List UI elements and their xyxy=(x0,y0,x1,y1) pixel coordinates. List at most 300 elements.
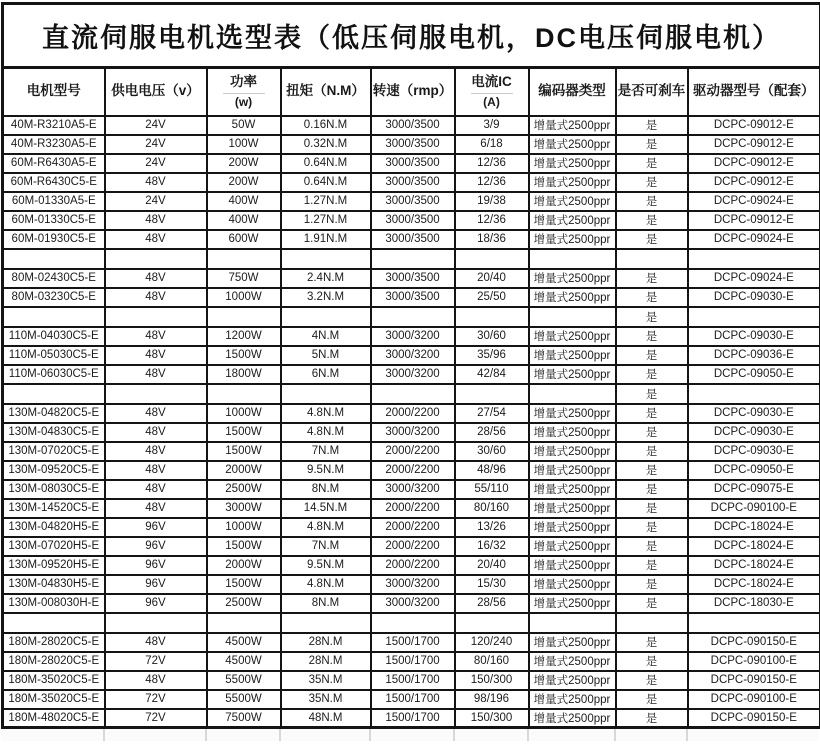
cell-voltage: 24V xyxy=(105,135,207,154)
cell-current: 15/30 xyxy=(455,575,529,594)
cell-encoder: 增量式2500ppr xyxy=(529,154,616,173)
cell-encoder: 增量式2500ppr xyxy=(529,230,616,249)
cell-brake: 是 xyxy=(616,154,688,173)
cell-current: 98/196 xyxy=(455,690,529,709)
cell-voltage: 96V xyxy=(105,575,207,594)
cell-encoder: 增量式2500ppr xyxy=(529,518,616,537)
cell-speed xyxy=(371,249,455,269)
cell-current: 20/40 xyxy=(455,556,529,575)
cell-speed: 3000/3500 xyxy=(371,230,455,249)
cell-current: 20/40 xyxy=(455,269,529,288)
cell-voltage: 48V xyxy=(105,461,207,480)
table-row xyxy=(3,594,820,613)
cell-driver xyxy=(688,613,820,633)
cell-voltage: 24V xyxy=(105,116,207,135)
cell-encoder: 增量式2500ppr xyxy=(529,537,616,556)
cell-encoder xyxy=(529,307,616,327)
header-label: 扭矩（N.M） xyxy=(286,83,365,99)
cell-brake: 是 xyxy=(616,461,688,480)
table-row xyxy=(3,499,820,518)
cell-speed: 1500/1700 xyxy=(371,709,455,728)
cell-brake: 是 xyxy=(616,192,688,211)
cell-current: 48/96 xyxy=(455,461,529,480)
cell-encoder: 增量式2500ppr xyxy=(529,211,616,230)
cell-model xyxy=(3,307,105,327)
table-row xyxy=(3,230,820,249)
cell-power: 7500W xyxy=(207,709,281,728)
cell-current: 150/300 xyxy=(455,671,529,690)
cell-voltage: 48V xyxy=(105,173,207,192)
cell-torque: 6N.M xyxy=(281,365,371,384)
cell-model: 130M-07020H5-E xyxy=(3,537,105,556)
cell-voltage: 24V xyxy=(105,154,207,173)
cell-model: 130M-04820H5-E xyxy=(3,518,105,537)
cell-power xyxy=(207,249,281,269)
table-row xyxy=(3,404,820,423)
table-row xyxy=(3,116,820,135)
cell-current: 12/36 xyxy=(455,211,529,230)
cell-power: 200W xyxy=(207,154,281,173)
cell-power: 2500W xyxy=(207,480,281,499)
cell-power xyxy=(207,384,281,404)
cell-voltage: 48V xyxy=(105,499,207,518)
cell-model: 110M-04030C5-E xyxy=(3,327,105,346)
cell-model: 80M-02430C5-E xyxy=(3,269,105,288)
cell-power: 5500W xyxy=(207,690,281,709)
cell-brake: 是 xyxy=(616,690,688,709)
cell-encoder: 增量式2500ppr xyxy=(529,480,616,499)
cell-encoder: 增量式2500ppr xyxy=(529,116,616,135)
cell-brake xyxy=(616,249,688,269)
cell-power xyxy=(207,613,281,633)
cell-torque: 3.2N.M xyxy=(281,288,371,307)
table-row xyxy=(3,327,820,346)
header-label: 转速（rmp） xyxy=(372,83,453,99)
cell-model: 180M-28020C5-E xyxy=(3,652,105,671)
cell-driver: DCPC-18024-E xyxy=(688,518,820,537)
cell-voltage: 48V xyxy=(105,423,207,442)
cell-speed: 3000/3500 xyxy=(371,192,455,211)
cell-model xyxy=(3,249,105,269)
cell-driver: DCPC-09012-E xyxy=(688,116,820,135)
cell-voltage xyxy=(105,613,207,633)
cell-speed: 3000/3200 xyxy=(371,327,455,346)
cell-voltage: 48V xyxy=(105,346,207,365)
cell-power xyxy=(207,307,281,327)
cell-model: 180M-35020C5-E xyxy=(3,690,105,709)
cell-model: 80M-03230C5-E xyxy=(3,288,105,307)
cell-torque xyxy=(281,384,371,404)
cell-encoder: 增量式2500ppr xyxy=(529,709,616,728)
cell-brake: 是 xyxy=(616,346,688,365)
cell-model xyxy=(3,384,105,404)
cell-current xyxy=(455,613,529,633)
cell-encoder xyxy=(529,249,616,269)
cell-brake: 是 xyxy=(616,269,688,288)
cell-voltage: 96V xyxy=(105,537,207,556)
cell-torque: 48N.M xyxy=(281,709,371,728)
cell-speed: 3000/3500 xyxy=(371,288,455,307)
cell-brake: 是 xyxy=(616,404,688,423)
table-row xyxy=(3,671,820,690)
cell-torque: 1.27N.M xyxy=(281,192,371,211)
cell-speed: 2000/2200 xyxy=(371,461,455,480)
cell-torque: 0.64N.M xyxy=(281,173,371,192)
cell-encoder: 增量式2500ppr xyxy=(529,633,616,652)
cell-encoder: 增量式2500ppr xyxy=(529,173,616,192)
cell-brake: 是 xyxy=(616,384,688,404)
cell-encoder xyxy=(529,384,616,404)
cell-speed xyxy=(371,384,455,404)
column-header-brake xyxy=(616,68,688,116)
cell-brake: 是 xyxy=(616,307,688,327)
cell-power: 50W xyxy=(207,116,281,135)
cell-speed: 2000/2200 xyxy=(371,537,455,556)
cell-voltage: 72V xyxy=(105,652,207,671)
cell-model: 130M-09520H5-E xyxy=(3,556,105,575)
cell-power: 750W xyxy=(207,269,281,288)
cell-torque: 9.5N.M xyxy=(281,556,371,575)
cell-voltage xyxy=(105,249,207,269)
cell-torque: 35N.M xyxy=(281,671,371,690)
cell-current: 16/32 xyxy=(455,537,529,556)
table-row xyxy=(3,192,820,211)
cell-encoder: 增量式2500ppr xyxy=(529,423,616,442)
cell-brake: 是 xyxy=(616,230,688,249)
cell-driver: DCPC-09012-E xyxy=(688,135,820,154)
column-header-torque xyxy=(281,68,371,116)
cell-current: 19/38 xyxy=(455,192,529,211)
cell-current: 12/36 xyxy=(455,154,529,173)
cell-torque: 5N.M xyxy=(281,346,371,365)
cell-model: 60M-R6430A5-E xyxy=(3,154,105,173)
cell-power: 200W xyxy=(207,173,281,192)
cell-model: 130M-04830H5-E xyxy=(3,575,105,594)
cell-power: 1500W xyxy=(207,537,281,556)
cell-current: 25/50 xyxy=(455,288,529,307)
cell-encoder: 增量式2500ppr xyxy=(529,442,616,461)
cell-encoder: 增量式2500ppr xyxy=(529,135,616,154)
cell-power: 3000W xyxy=(207,499,281,518)
cell-encoder: 增量式2500ppr xyxy=(529,671,616,690)
cell-encoder: 增量式2500ppr xyxy=(529,192,616,211)
cell-voltage: 96V xyxy=(105,594,207,613)
column-header-driver xyxy=(688,68,820,116)
cell-voltage: 24V xyxy=(105,192,207,211)
table-row xyxy=(3,461,820,480)
motor-selection-table xyxy=(1,2,820,729)
cell-model: 130M-09520C5-E xyxy=(3,461,105,480)
table-row xyxy=(3,423,820,442)
cell-torque: 8N.M xyxy=(281,594,371,613)
cell-model: 180M-48020C5-E xyxy=(3,709,105,728)
cell-encoder: 增量式2500ppr xyxy=(529,652,616,671)
cell-brake: 是 xyxy=(616,575,688,594)
header-label: 驱动器型号（配套） xyxy=(693,83,815,99)
cell-power: 2000W xyxy=(207,556,281,575)
cell-model xyxy=(3,613,105,633)
table-row xyxy=(3,442,820,461)
cell-power: 400W xyxy=(207,192,281,211)
cell-speed: 2000/2200 xyxy=(371,518,455,537)
cell-torque: 9.5N.M xyxy=(281,461,371,480)
cell-torque: 0.32N.M xyxy=(281,135,371,154)
cell-driver: DCPC-090100-E xyxy=(688,499,820,518)
table-row xyxy=(3,709,820,728)
cell-driver: DCPC-18030-E xyxy=(688,594,820,613)
cell-driver: DCPC-09030-E xyxy=(688,404,820,423)
cell-speed xyxy=(371,613,455,633)
cell-model: 40M-R3230A5-E xyxy=(3,135,105,154)
cell-speed: 3000/3200 xyxy=(371,423,455,442)
cell-power: 1000W xyxy=(207,518,281,537)
table-row xyxy=(3,365,820,384)
cell-encoder: 增量式2500ppr xyxy=(529,461,616,480)
cell-model: 130M-08030C5-E xyxy=(3,480,105,499)
cell-driver: DCPC-09024-E xyxy=(688,269,820,288)
column-header-speed xyxy=(371,68,455,116)
cell-current: 28/56 xyxy=(455,594,529,613)
cell-model: 60M-R6430C5-E xyxy=(3,173,105,192)
cell-torque: 4.8N.M xyxy=(281,423,371,442)
cell-torque: 35N.M xyxy=(281,690,371,709)
cell-torque: 28N.M xyxy=(281,652,371,671)
cell-driver: DCPC-09024-E xyxy=(688,192,820,211)
cell-brake: 是 xyxy=(616,288,688,307)
cell-driver: DCPC-09012-E xyxy=(688,173,820,192)
cell-model: 130M-008030H-E xyxy=(3,594,105,613)
column-header-current xyxy=(455,68,529,116)
cell-driver: DCPC-09030-E xyxy=(688,288,820,307)
column-header-voltage xyxy=(105,68,207,116)
cell-encoder: 增量式2500ppr xyxy=(529,404,616,423)
cell-speed xyxy=(371,307,455,327)
cell-current: 35/96 xyxy=(455,346,529,365)
cell-speed: 3000/3200 xyxy=(371,575,455,594)
table-row xyxy=(3,288,820,307)
cell-speed: 2000/2200 xyxy=(371,404,455,423)
cell-model: 130M-04820C5-E xyxy=(3,404,105,423)
cell-voltage: 48V xyxy=(105,404,207,423)
header-label: 电机型号 xyxy=(26,83,81,99)
cell-torque: 28N.M xyxy=(281,633,371,652)
cell-model: 60M-01930C5-E xyxy=(3,230,105,249)
cell-voltage: 48V xyxy=(105,269,207,288)
cell-encoder: 增量式2500ppr xyxy=(529,269,616,288)
table-row xyxy=(3,173,820,192)
cell-voltage: 48V xyxy=(105,288,207,307)
table-row xyxy=(3,556,820,575)
cell-power: 1800W xyxy=(207,365,281,384)
cell-torque: 1.27N.M xyxy=(281,211,371,230)
cell-current: 6/18 xyxy=(455,135,529,154)
cell-brake: 是 xyxy=(616,211,688,230)
cell-driver: DCPC-09036-E xyxy=(688,346,820,365)
cutoff-next-row-strip xyxy=(1,729,819,741)
cell-power: 1500W xyxy=(207,442,281,461)
cell-speed: 2000/2200 xyxy=(371,442,455,461)
cell-driver: DCPC-18024-E xyxy=(688,575,820,594)
separator-row xyxy=(3,307,820,327)
cell-model: 110M-06030C5-E xyxy=(3,365,105,384)
cell-driver: DCPC-090100-E xyxy=(688,690,820,709)
cell-encoder: 增量式2500ppr xyxy=(529,690,616,709)
header-label: 供电电压（v） xyxy=(111,83,200,99)
cell-current: 28/56 xyxy=(455,423,529,442)
cell-speed: 3000/3500 xyxy=(371,154,455,173)
cell-torque: 8N.M xyxy=(281,480,371,499)
cell-current xyxy=(455,249,529,269)
cell-power: 2000W xyxy=(207,461,281,480)
cell-encoder: 增量式2500ppr xyxy=(529,575,616,594)
cell-model: 180M-35020C5-E xyxy=(3,671,105,690)
cell-power: 1500W xyxy=(207,346,281,365)
cell-torque: 7N.M xyxy=(281,537,371,556)
cell-voltage: 48V xyxy=(105,230,207,249)
column-header-power xyxy=(207,68,281,116)
cell-driver: DCPC-09012-E xyxy=(688,154,820,173)
cell-torque: 0.16N.M xyxy=(281,116,371,135)
cell-brake: 是 xyxy=(616,499,688,518)
cell-driver: DCPC-09012-E xyxy=(688,211,820,230)
cell-current xyxy=(455,307,529,327)
cell-voltage: 96V xyxy=(105,556,207,575)
cell-current: 30/60 xyxy=(455,327,529,346)
cell-speed: 3000/3200 xyxy=(371,480,455,499)
cell-power: 4500W xyxy=(207,633,281,652)
cell-voltage: 96V xyxy=(105,518,207,537)
cell-torque xyxy=(281,307,371,327)
cell-speed: 3000/3500 xyxy=(371,269,455,288)
cell-encoder: 增量式2500ppr xyxy=(529,556,616,575)
cell-brake: 是 xyxy=(616,365,688,384)
cell-current: 120/240 xyxy=(455,633,529,652)
header-label: 功率 xyxy=(230,73,257,89)
header-label: 编码器类型 xyxy=(538,83,606,99)
table-row xyxy=(3,211,820,230)
cell-power: 1500W xyxy=(207,423,281,442)
cell-driver: DCPC-09050-E xyxy=(688,365,820,384)
cell-current: 27/54 xyxy=(455,404,529,423)
cell-driver xyxy=(688,384,820,404)
cell-power: 4500W xyxy=(207,652,281,671)
cell-brake: 是 xyxy=(616,173,688,192)
cell-current: 12/36 xyxy=(455,173,529,192)
cell-model: 40M-R3210A5-E xyxy=(3,116,105,135)
header-label: 电流IC xyxy=(471,73,512,89)
cell-speed: 2000/2200 xyxy=(371,556,455,575)
table-row xyxy=(3,480,820,499)
cell-torque: 4N.M xyxy=(281,327,371,346)
cell-speed: 1500/1700 xyxy=(371,690,455,709)
cell-driver: DCPC-09030-E xyxy=(688,442,820,461)
cell-driver: DCPC-09030-E xyxy=(688,423,820,442)
cell-model: 180M-28020C5-E xyxy=(3,633,105,652)
cell-torque xyxy=(281,249,371,269)
header-row xyxy=(3,68,820,116)
cell-encoder: 增量式2500ppr xyxy=(529,327,616,346)
cell-brake: 是 xyxy=(616,135,688,154)
cell-voltage: 48V xyxy=(105,480,207,499)
header-unit: (A) xyxy=(471,93,513,110)
cell-torque: 7N.M xyxy=(281,442,371,461)
separator-row xyxy=(3,384,820,404)
cell-torque: 0.64N.M xyxy=(281,154,371,173)
cell-driver: DCPC-18024-E xyxy=(688,556,820,575)
cell-brake xyxy=(616,613,688,633)
cell-voltage: 48V xyxy=(105,365,207,384)
cell-current: 150/300 xyxy=(455,709,529,728)
cell-current: 18/36 xyxy=(455,230,529,249)
table-row xyxy=(3,652,820,671)
cell-current: 55/110 xyxy=(455,480,529,499)
table-row xyxy=(3,575,820,594)
cell-voltage: 72V xyxy=(105,690,207,709)
cell-voltage: 48V xyxy=(105,327,207,346)
cell-voltage: 72V xyxy=(105,709,207,728)
table-row xyxy=(3,518,820,537)
cell-power: 400W xyxy=(207,211,281,230)
table-row xyxy=(3,690,820,709)
cell-power: 1000W xyxy=(207,288,281,307)
table-row xyxy=(3,633,820,652)
cell-speed: 3000/3500 xyxy=(371,173,455,192)
cell-brake: 是 xyxy=(616,556,688,575)
cell-power: 100W xyxy=(207,135,281,154)
cell-speed: 3000/3500 xyxy=(371,116,455,135)
cell-brake: 是 xyxy=(616,594,688,613)
cell-current: 80/160 xyxy=(455,652,529,671)
cell-driver xyxy=(688,249,820,269)
cell-power: 1500W xyxy=(207,575,281,594)
cell-brake: 是 xyxy=(616,327,688,346)
cell-current: 42/84 xyxy=(455,365,529,384)
separator-row xyxy=(3,249,820,269)
table-row xyxy=(3,135,820,154)
cell-model: 130M-14520C5-E xyxy=(3,499,105,518)
header-unit: (w) xyxy=(223,93,265,110)
cell-brake: 是 xyxy=(616,709,688,728)
cell-power: 2500W xyxy=(207,594,281,613)
table-row xyxy=(3,154,820,173)
cell-driver: DCPC-09024-E xyxy=(688,230,820,249)
cell-driver: DCPC-09075-E xyxy=(688,480,820,499)
header-label: 是否可刹车 xyxy=(617,83,686,99)
cell-speed: 1500/1700 xyxy=(371,652,455,671)
cell-torque: 2.4N.M xyxy=(281,269,371,288)
cell-driver: DCPC-09050-E xyxy=(688,461,820,480)
cell-power: 1200W xyxy=(207,327,281,346)
cell-voltage: 48V xyxy=(105,633,207,652)
cell-brake: 是 xyxy=(616,480,688,499)
table-row xyxy=(3,269,820,288)
cell-speed: 3000/3200 xyxy=(371,346,455,365)
cell-speed: 3000/3500 xyxy=(371,135,455,154)
cell-speed: 3000/3500 xyxy=(371,211,455,230)
cell-torque: 1.91N.M xyxy=(281,230,371,249)
column-header-model xyxy=(3,68,105,116)
cell-torque: 4.8N.M xyxy=(281,404,371,423)
cell-brake: 是 xyxy=(616,652,688,671)
cell-power: 1000W xyxy=(207,404,281,423)
cell-speed: 3000/3200 xyxy=(371,365,455,384)
cell-current: 30/60 xyxy=(455,442,529,461)
cell-brake: 是 xyxy=(616,633,688,652)
cell-encoder: 增量式2500ppr xyxy=(529,346,616,365)
title-row xyxy=(3,4,820,68)
cell-model: 60M-01330C5-E xyxy=(3,211,105,230)
cell-torque xyxy=(281,613,371,633)
